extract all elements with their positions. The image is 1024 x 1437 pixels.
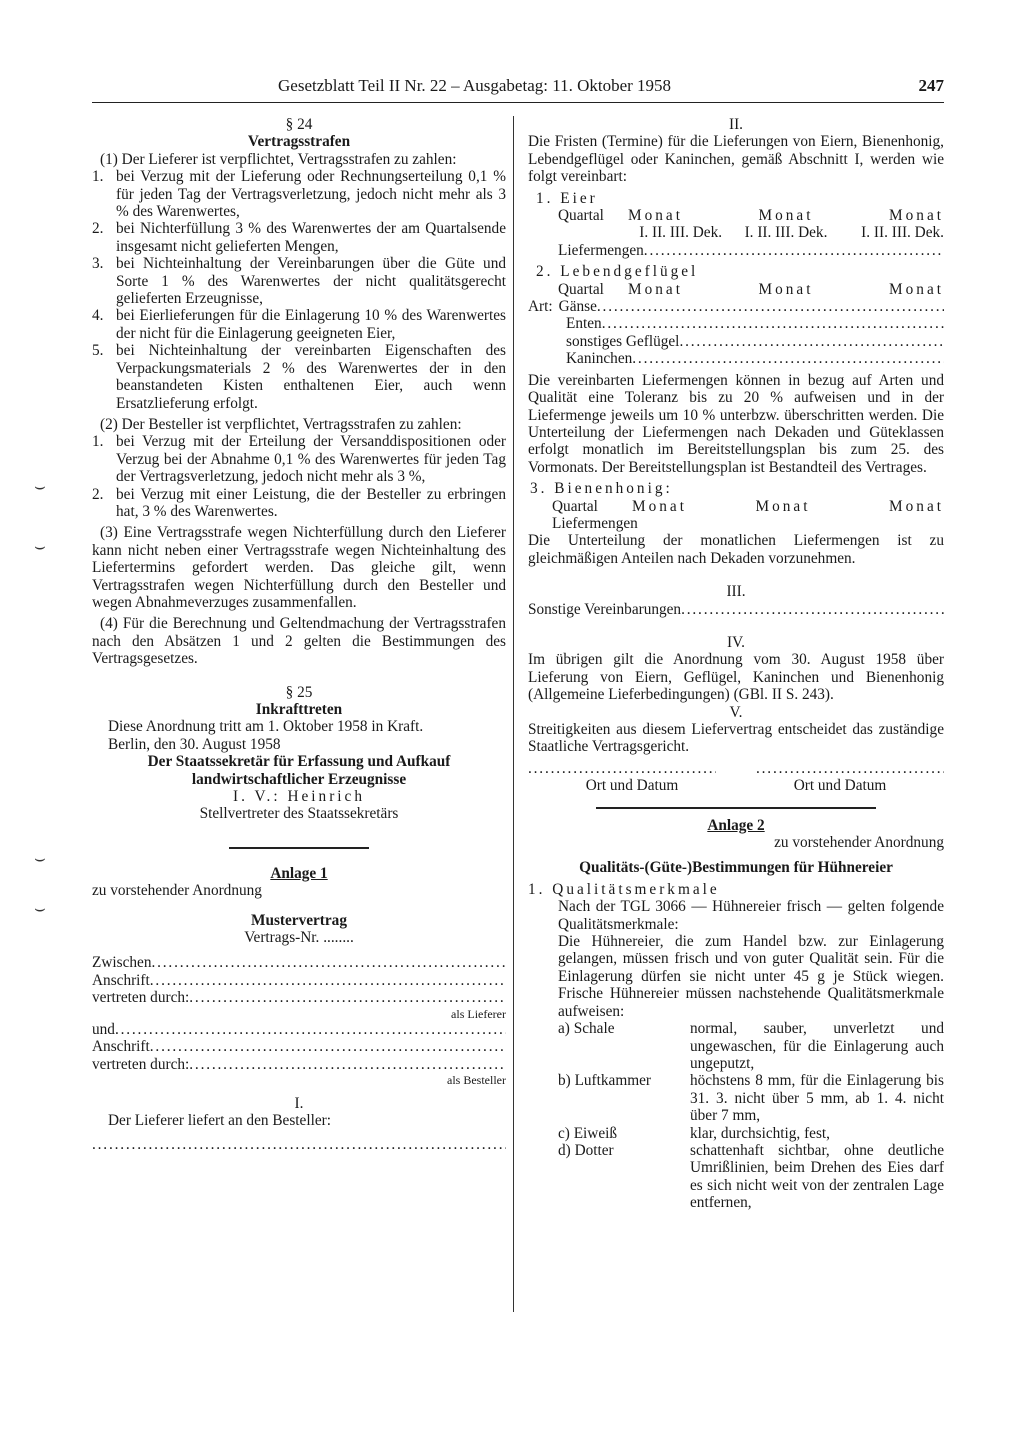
signature-lines [528, 760, 944, 777]
anlage-2-subtitle: zu vorstehender Anordnung [774, 834, 944, 852]
paragraph-2-intro: (2) Der Besteller ist verpflichtet, Vertragsstrafen zu zahlen: [100, 415, 462, 433]
authority-line-2: landwirtschaftlicher Erzeugnisse [191, 770, 407, 788]
paragraph-1-intro: (1) Der Lieferer ist verpflichtet, Vertragsstrafen zu zahlen: [100, 150, 457, 168]
right-column [528, 116, 944, 1212]
bienenhonig-header: Quartal Monat Monat Monat [552, 497, 944, 515]
qualitaet-title: Qualitäts-(Güte-)Bestimmungen für Hühnereier [579, 859, 893, 877]
list-item: 1. bei Verzug mit der Erteilung der Versanddispositionen oder Verzug bei der Abnahme 0,1 % des Warenwertes für jeden Tag der Vertragsverletzung, jedoch nicht mehr als 3 %, [92, 433, 506, 486]
section-V-number: V. [729, 703, 743, 721]
muster-title: Mustervertrag [251, 911, 347, 929]
place-date: Berlin, den 30. August 1958 [108, 735, 281, 753]
field-sonstige-vereinbarungen: Sonstige Vereinbarungen . . . [528, 601, 944, 618]
field-eier-liefermengen: Liefermengen . . . [528, 242, 944, 259]
list-item: b) Luftkammer höchstens 8 mm, für die Einlagerung bis 31. 3. nicht über 5 mm, ab 1. 4. nicht über 7 mm, [558, 1072, 944, 1125]
anlage-1-title: Anlage 1 [270, 864, 328, 882]
field-vertreten-lieferer: vertreten durch: . . . [92, 989, 506, 1006]
section-I-text: Der Lieferer liefert an den Besteller: [108, 1112, 331, 1130]
margin-check-mark: ⌣ [34, 476, 46, 496]
column-divider [513, 116, 514, 1312]
section-25-title: Inkrafttreten [255, 701, 343, 718]
margin-check-mark: ⌣ [34, 848, 46, 868]
section-IV-text: Im übrigen gilt die Anordnung vom 30. August 1958 über Lieferung von Eiern, Geflügel, Kaninchen und Bienenhonig (Allgemeine Lieferbedingungen) (GBl. II S. 243). [528, 651, 944, 704]
bienenhonig-title: 3. Bienenhonig: [530, 480, 673, 498]
bienenhonig-liefermengen: Liefermengen [552, 514, 638, 532]
anlage-1-subtitle: zu vorstehender Anordnung [92, 882, 262, 900]
signer: I. V.: Heinrich [233, 788, 365, 806]
ort-datum-left: Ort und Datum [585, 777, 679, 795]
paragraph-3: (3) Eine Vertragsstrafe wegen Nichterfüllung durch den Lieferer kann nicht neben einer Vertragsstrafe wegen Nichteinhaltung des Liefertermins gefordert werden. Das gleiche gilt, wenn Vertragsstrafen wegen Nichterfüllung durch den Besteller und wegen Abnahmeverzuges zusammenfallen. [92, 524, 506, 611]
contract-number: Vertrags-Nr. ........ [244, 929, 354, 947]
eier-title: 1. Eier [536, 189, 598, 207]
left-column [92, 116, 506, 1153]
header-title: Gesetzblatt Teil II Nr. 22 – Ausgabetag: 11. Oktober 1958 [278, 76, 672, 95]
ort-datum-right: Ort und Datum [793, 777, 887, 795]
qualitaetsmerkmale-intro: Nach der TGL 3066 — Hühnereier frisch — gelten folgende Qualitätsmerkmale: [558, 898, 944, 933]
section-II-text: Die Fristen (Termine) für die Lieferungen von Eiern, Bienenhonig, Lebendgeflügel oder Kaninchen, gemäß Abschnitt I, werden wie folgt vereinbart: [528, 133, 944, 186]
section-II-number: II. [728, 116, 743, 133]
page-header [92, 76, 944, 103]
field-kaninchen: Kaninchen . . . [528, 350, 944, 367]
section-IV-number: IV. [727, 633, 745, 651]
list-item: 5. bei Nichteinhaltung der vereinbarten Eigenschaften des Verpackungsmaterials 2 % des Warenwertes der in den beanstandeten Kisten enthaltenen Eier, auch wenn Ersatzlieferung erfolgt. [92, 342, 506, 412]
eier-header: Quartal Monat Monat Monat [558, 207, 944, 225]
role-lieferer: als Lieferer [451, 1006, 506, 1021]
section-I-number: I. [294, 1094, 304, 1112]
margin-check-mark: ⌣ [34, 898, 46, 918]
list-item: 1. bei Verzug mit der Lieferung oder Rechnungserteilung 0,1 % für jeden Tag der Vertragsverletzung, jedoch nicht mehr als 3 % des Warenwertes, [92, 168, 506, 221]
field-sonstiges-gefluegel: sonstiges Geflügel . . . [528, 333, 944, 350]
qualitaetsmerkmale-text: Die Hühnereier, die zum Handel bzw. zur Einlagerung gelangen, müssen frisch und von guter Qualität sein. Für die Einlagerung dürfen sie nicht unter 45 g je Stück wiegen. Frische Hühnereier müssen nachstehende Qualitätsmerkmale aufweisen: [558, 933, 944, 1020]
field-anschrift-besteller: Anschrift . . . [92, 1038, 506, 1055]
field-enten: Enten . . . [528, 315, 944, 332]
list-item: c) Eiweiß klar, durchsichtig, fest, [558, 1124, 830, 1142]
section-V-text: Streitigkeiten aus diesem Liefervertrag entscheidet das zuständige Staatliche Vertragsgericht. [528, 721, 944, 756]
section-25-number: § 25 [285, 683, 313, 701]
bienenhonig-text: Die Unterteilung der monatlichen Liefermengen ist zu gleichmäßigen Anteilen nach Dekaden vorzunehmen. [528, 532, 944, 567]
signer-role: Stellvertreter des Staatssekretärs [199, 805, 399, 823]
list-item: 4. bei Eierlieferungen für die Einlagerung 10 % des Warenwertes der nicht für die Einlagerung geeigneten Eier, [92, 307, 506, 342]
field-gaense: Art: Gänse . . . [528, 298, 944, 315]
field-und: und . . . [92, 1021, 506, 1038]
role-besteller: als Besteller [447, 1072, 506, 1087]
delivery-dots [92, 1136, 506, 1153]
lebendgefluegel-title: 2. Lebendgeflügel [536, 263, 699, 281]
section-III-number: III. [726, 583, 746, 601]
list-item: 2. bei Nichterfüllung 3 % des Warenwertes der am Quartalsende insgesamt nicht gelieferten Mengen, [92, 220, 506, 255]
list-item: 2. bei Verzug mit einer Leistung, die der Besteller zu erbringen hat, 3 % des Warenwertes. [92, 485, 506, 520]
section-24-title: Vertragsstrafen [247, 133, 351, 151]
list-item: d) Dotter schattenhaft sichtbar, ohne deutliche Umrißlinien, beim Drehen des Eies darf es sich nicht weit von der zentralen Lage entfernen, [558, 1141, 944, 1212]
section-25-text: Diese Anordnung tritt am 1. Oktober 1958 in Kraft. [108, 718, 424, 736]
section-24-number: § 24 [285, 116, 313, 133]
qualitaetsmerkmale-title: 1. Qualitätsmerkmale [528, 880, 720, 898]
field-zwischen: Zwischen . . . [92, 954, 506, 971]
list-item: a) Schale normal, sauber, unverletzt und ungewaschen, für die Einlagerung auch ungeputzt, [558, 1020, 944, 1072]
paragraph-4: (4) Für die Berechnung und Geltendmachung der Vertragsstrafen nach den Absätzen 1 und 2 gelten die Bestimmungen des Vertragsgesetzes. [92, 615, 506, 668]
margin-check-mark: ⌣ [34, 536, 46, 556]
field-anschrift-lieferer: Anschrift . . . [92, 972, 506, 989]
page-number: 247 [918, 76, 944, 95]
authority-line-1: Der Staatssekretär für Erfassung und Aufkauf [147, 753, 451, 771]
list-item: 3. bei Nichteinhaltung der Vereinbarungen über die Güte und Sorte 1 % des Warenwertes der nicht qualitätsgerecht gelieferten Erzeugnisse, [92, 255, 506, 308]
anlage-2-title: Anlage 2 [707, 816, 765, 834]
field-vertreten-besteller: vertreten durch: . . . [92, 1056, 506, 1073]
signature-labels [528, 777, 944, 794]
toleranz-text: Die vereinbarten Liefermengen können in bezug auf Arten und Qualität eine Toleranz bis zu 20 % aufweisen und in der Liefermenge jeweils um 10 % unterbzw. überschritten werden. Die Unterteilung der Liefermengen nach Dekaden und Güteklassen erfolgt monatlich im Bereitstellungsplan bis zum 25. des Vormonats. Der Bereitstellungsplan ist Bestandteil des Vertrages. [528, 371, 944, 476]
eier-dekaden: I. II. III. Dek. I. II. III. Dek. I. II. III. Dek. [639, 224, 944, 242]
lebendgefluegel-header: Quartal Monat Monat Monat [558, 280, 944, 298]
